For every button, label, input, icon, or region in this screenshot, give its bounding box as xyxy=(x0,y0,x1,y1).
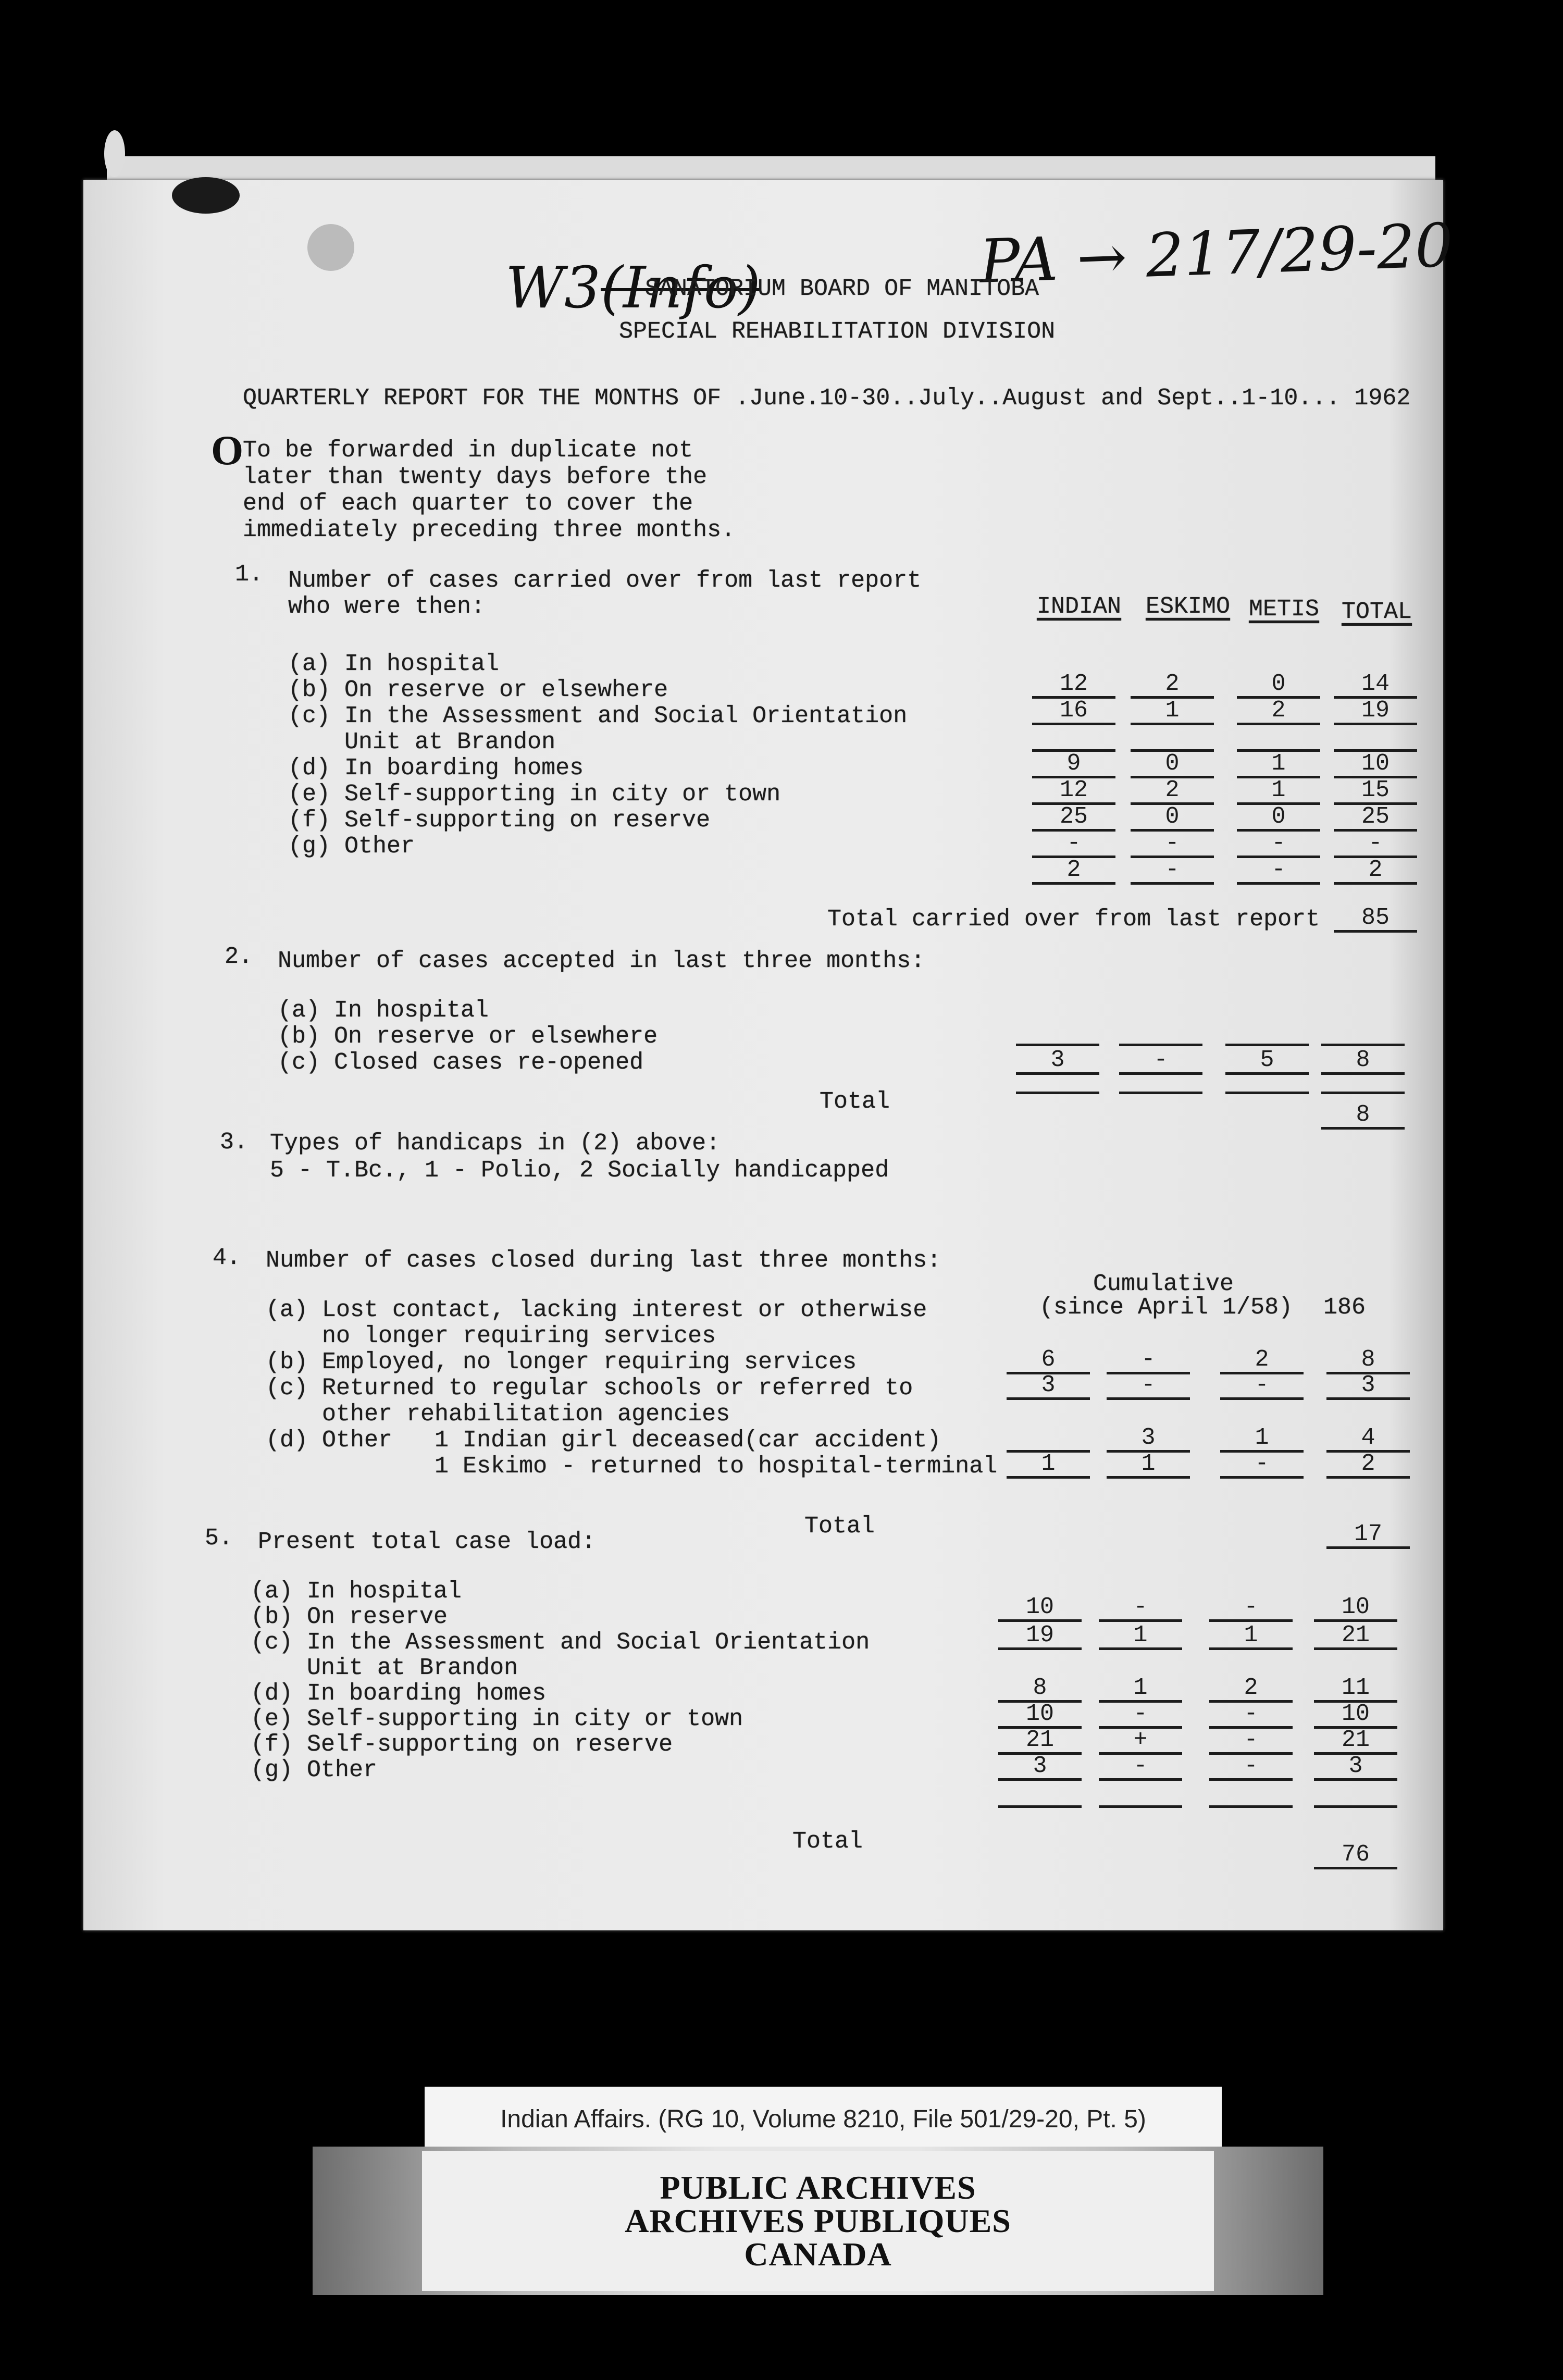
section4-cell-eskimo: 3 xyxy=(1107,1427,1190,1453)
section-4-number: 4. xyxy=(213,1245,241,1271)
section5-item: (g) Other xyxy=(251,1757,378,1783)
col-header-metis: METIS xyxy=(1249,596,1320,623)
section5-cell-total: 21 xyxy=(1314,1729,1397,1755)
col-header-total: TOTAL xyxy=(1342,599,1412,625)
section-1-total-label: Total carried over from last report xyxy=(827,906,1320,933)
section1-cell-metis: 0 xyxy=(1237,672,1320,699)
section4-cell-indian: 1 xyxy=(1007,1453,1090,1479)
section5-cell-eskimo: - xyxy=(1099,1755,1182,1781)
section5-item: (b) On reserve xyxy=(251,1604,448,1630)
section2-cell-metis xyxy=(1225,1075,1309,1094)
section2-cell-eskimo: - xyxy=(1119,1044,1202,1075)
section-4-total-label: Total xyxy=(804,1513,875,1540)
cumulative-since: (since April 1/58) xyxy=(1039,1294,1293,1321)
section4-cell-metis: 2 xyxy=(1220,1348,1304,1374)
section4-total-value: 17 xyxy=(1326,1514,1410,1549)
section-3-number: 3. xyxy=(220,1129,249,1156)
section5-total-value: 76 xyxy=(1314,1838,1397,1869)
section4-cell-metis: - xyxy=(1220,1374,1304,1400)
section1-cell-eskimo: 0 xyxy=(1131,752,1214,778)
instruction-line: To be forwarded in duplicate not xyxy=(243,437,693,464)
section1-cell-eskimo xyxy=(1131,725,1214,752)
section1-cell-eskimo: - xyxy=(1131,858,1214,885)
section4-cell-indian: 6 xyxy=(1007,1348,1090,1374)
section-1-title: Number of cases carried over from last report xyxy=(288,567,922,594)
section5-item: (f) Self-supporting on reserve xyxy=(251,1731,673,1758)
section5-cell-metis: - xyxy=(1209,1755,1293,1781)
section5-item: (c) In the Assessment and Social Orientation xyxy=(251,1629,870,1656)
instruction-line: later than twenty days before the xyxy=(243,464,708,490)
section1-cell-metis: 1 xyxy=(1237,752,1320,778)
section1-item: (a) In hospital xyxy=(288,651,500,677)
archive-reference-label xyxy=(425,2087,1222,2152)
section4-cell-metis: - xyxy=(1220,1453,1304,1479)
section1-cell-metis: - xyxy=(1237,832,1320,858)
section1-total-value: 85 xyxy=(1334,904,1417,933)
section4-item: (a) Lost contact, lacking interest or otherwise xyxy=(266,1297,927,1323)
section5-item: (e) Self-supporting in city or town xyxy=(251,1706,743,1732)
ink-smudge xyxy=(104,130,125,177)
section5-cell-metis: 1 xyxy=(1209,1624,1293,1650)
section5-cell-metis: 2 xyxy=(1209,1677,1293,1703)
section5-cell-metis: - xyxy=(1209,1596,1293,1622)
section5-cell-eskimo: 1 xyxy=(1099,1624,1182,1650)
section4-item: 1 Eskimo - returned to hospital-terminal xyxy=(266,1453,998,1480)
section4-item: (c) Returned to regular schools or referred to xyxy=(266,1375,913,1402)
section1-cell-eskimo: - xyxy=(1131,832,1214,858)
handwritten-struck-info: (Info) xyxy=(600,254,761,321)
section1-cell-indian: 2 xyxy=(1032,858,1115,885)
section4-cell-total: 3 xyxy=(1326,1374,1410,1400)
section1-cell-total: 10 xyxy=(1334,752,1417,778)
section4-cell-total: 8 xyxy=(1326,1348,1410,1374)
section2-cell-eskimo xyxy=(1119,1075,1202,1094)
division-name: SPECIAL REHABILITATION DIVISION xyxy=(619,318,1056,345)
staple-mark xyxy=(307,224,354,271)
section5-cell-total: 11 xyxy=(1314,1677,1397,1703)
section5-cell-total: 10 xyxy=(1314,1596,1397,1622)
section5-cell-eskimo xyxy=(1099,1782,1182,1808)
section1-cell-indian: 12 xyxy=(1032,672,1115,699)
section4-item: no longer requiring services xyxy=(266,1323,716,1349)
section2-cell-indian xyxy=(1016,1075,1099,1094)
section5-cell-total xyxy=(1314,1782,1397,1808)
section1-item: (f) Self-supporting on reserve xyxy=(288,807,711,834)
section-2-number: 2. xyxy=(225,944,253,970)
section-2-title: Number of cases accepted in last three months: xyxy=(278,948,925,974)
section-1-title-cont: who were then: xyxy=(288,593,486,620)
section5-cell-indian: 3 xyxy=(998,1755,1082,1781)
section4-cell-indian xyxy=(1007,1427,1090,1453)
section5-cell-indian: 19 xyxy=(998,1624,1082,1650)
section5-cell-eskimo: - xyxy=(1099,1703,1182,1729)
col-header-eskimo: ESKIMO xyxy=(1146,593,1231,620)
stamp-line-3: CANADA xyxy=(744,2235,892,2273)
section1-cell-total: 14 xyxy=(1334,672,1417,699)
section5-item: Unit at Brandon xyxy=(251,1655,518,1681)
section5-cell-eskimo: + xyxy=(1099,1729,1182,1755)
section1-cell-eskimo: 2 xyxy=(1131,778,1214,805)
instruction-line: end of each quarter to cover the xyxy=(243,490,693,517)
section1-cell-indian: - xyxy=(1032,832,1115,858)
section1-cell-eskimo: 0 xyxy=(1131,805,1214,832)
section1-cell-metis xyxy=(1237,725,1320,752)
section4-cell-eskimo: - xyxy=(1107,1374,1190,1400)
section4-cell-total: 2 xyxy=(1326,1453,1410,1479)
section4-cell-metis: 1 xyxy=(1220,1427,1304,1453)
section1-cell-total: 19 xyxy=(1334,699,1417,725)
section1-item: (g) Other xyxy=(288,833,415,860)
instruction-line: immediately preceding three months. xyxy=(243,517,736,543)
section4-cell-total: 4 xyxy=(1326,1427,1410,1453)
section-3-detail: 5 - T.Bc., 1 - Polio, 2 Socially handicapped xyxy=(270,1157,889,1184)
section5-cell-metis: - xyxy=(1209,1703,1293,1729)
section4-cell-eskimo: 1 xyxy=(1107,1453,1190,1479)
section1-cell-metis: 0 xyxy=(1237,805,1320,832)
section1-item: (c) In the Assessment and Social Orientation xyxy=(288,703,908,729)
section5-cell-metis: - xyxy=(1209,1729,1293,1755)
section5-cell-eskimo: 1 xyxy=(1099,1677,1182,1703)
section-1-number: 1. xyxy=(235,561,264,588)
section5-cell-indian xyxy=(998,1782,1082,1808)
section1-item: (d) In boarding homes xyxy=(288,755,584,782)
section2-cell-total: 8 xyxy=(1321,1044,1405,1075)
archive-stamp xyxy=(313,2147,1323,2295)
section5-cell-indian: 21 xyxy=(998,1729,1082,1755)
section2-item: (a) In hospital xyxy=(278,997,489,1024)
stamp-line-2: ARCHIVES PUBLIQUES xyxy=(625,2202,1011,2239)
section1-item: (e) Self-supporting in city or town xyxy=(288,781,781,808)
section-5-number: 5. xyxy=(205,1525,233,1552)
section1-cell-total: - xyxy=(1334,832,1417,858)
handwritten-w3: W3 xyxy=(505,254,601,321)
section-3-title: Types of handicaps in (2) above: xyxy=(270,1130,721,1157)
section5-cell-indian: 10 xyxy=(998,1703,1082,1729)
section4-item: (b) Employed, no longer requiring services xyxy=(266,1349,857,1375)
col-header-indian: INDIAN xyxy=(1037,593,1122,620)
section1-cell-metis: - xyxy=(1237,858,1320,885)
section5-cell-indian: 10 xyxy=(998,1596,1082,1622)
section1-cell-total xyxy=(1334,725,1417,752)
section5-cell-total: 3 xyxy=(1314,1755,1397,1781)
section2-cell-indian: 3 xyxy=(1016,1044,1099,1075)
section1-item: (b) On reserve or elsewhere xyxy=(288,677,668,703)
section-5-title: Present total case load: xyxy=(258,1529,596,1555)
section2-cell-total: 8 xyxy=(1321,1094,1405,1130)
section5-item: (a) In hospital xyxy=(251,1578,462,1605)
section-5-total-label: Total xyxy=(792,1828,863,1855)
file-reference-handwritten: PA → 217/29-20 xyxy=(978,210,1455,297)
section5-cell-total: 21 xyxy=(1314,1624,1397,1650)
section1-cell-indian xyxy=(1032,725,1115,752)
section1-cell-indian: 12 xyxy=(1032,778,1115,805)
section4-item: (d) Other 1 Indian girl deceased(car accident) xyxy=(266,1427,941,1454)
section1-cell-eskimo: 1 xyxy=(1131,699,1214,725)
section-4-title: Number of cases closed during last three months: xyxy=(266,1247,941,1274)
section5-item: (d) In boarding homes xyxy=(251,1680,547,1707)
section5-cell-indian: 8 xyxy=(998,1677,1082,1703)
section2-cell-metis: 5 xyxy=(1225,1044,1309,1075)
section4-cell-indian: 3 xyxy=(1007,1374,1090,1400)
section1-cell-indian: 9 xyxy=(1032,752,1115,778)
section2-cell-total xyxy=(1321,1075,1405,1094)
section1-cell-total: 15 xyxy=(1334,778,1417,805)
section2-item: (c) Closed cases re-opened xyxy=(278,1049,644,1076)
section1-cell-indian: 25 xyxy=(1032,805,1115,832)
margin-mark: O xyxy=(211,428,244,474)
report-period-line: QUARTERLY REPORT FOR THE MONTHS OF .June.10-30..July..August and Sept..1-10... 1962 xyxy=(243,385,1411,412)
section4-item: other rehabilitation agencies xyxy=(266,1401,730,1428)
section1-cell-eskimo: 2 xyxy=(1131,672,1214,699)
section5-cell-metis xyxy=(1209,1782,1293,1808)
section5-cell-total: 10 xyxy=(1314,1703,1397,1729)
section-2-total-label: Total xyxy=(820,1088,890,1115)
org-name: SANATORIUM BOARD OF MANITOBA xyxy=(645,276,1039,302)
section1-cell-total: 25 xyxy=(1334,805,1417,832)
stamp-line-1: PUBLIC ARCHIVES xyxy=(660,2168,976,2206)
section1-item: Unit at Brandon xyxy=(288,729,556,755)
section5-cell-eskimo: - xyxy=(1099,1596,1182,1622)
section1-cell-metis: 1 xyxy=(1237,778,1320,805)
section1-cell-indian: 16 xyxy=(1032,699,1115,725)
section1-cell-total: 2 xyxy=(1334,858,1417,885)
cumulative-label: Cumulative xyxy=(1093,1271,1234,1297)
section2-item: (b) On reserve or elsewhere xyxy=(278,1023,658,1050)
section1-cell-metis: 2 xyxy=(1237,699,1320,725)
section4-cell-eskimo: - xyxy=(1107,1348,1190,1374)
cumulative-value: 186 xyxy=(1323,1294,1366,1321)
archive-reference-text: Indian Affairs. (RG 10, Volume 8210, File 501/29-20, Pt. 5) xyxy=(500,2105,1146,2133)
ink-smudge xyxy=(172,177,240,214)
